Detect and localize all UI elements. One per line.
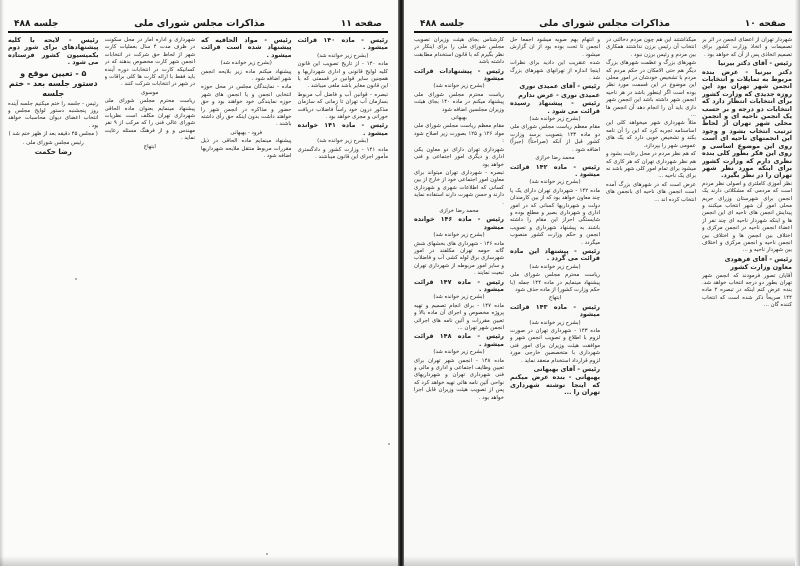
- speaker-line: رئیس - آقای فرهودی: [724, 254, 792, 263]
- paragraph: شهرداری تهران دارای دو معاون یکی اداری و دیگری امور اجتماعی و فنی خواهد بود: [414, 146, 504, 168]
- centered-note: (بشرح زیر خوانده شد): [433, 83, 485, 90]
- speaker-line: رئیس - مواد الحاقیه که پیشنهاد شده است قرائت میشود .: [201, 37, 292, 59]
- paragraph: شهرداری و اداره آمار در محل سکونت در ظرف مدت ۴ سال بعملیات کارت شهر از لحاظ حق شرکت در انتخابات انجمن شهر کارت مخصوص بدهند که در کسانیکه کارت در انتخابات دوره آینده باید فقط با ارائه کارت ها کلی براقات و در شهر در انتخابات شرکت کنند .: [104, 37, 195, 88]
- paragraph: مقام معظم ریاست مجلس شورای ملی مواد ۱۲۶ و ۱۲۵ بصورت زیر اصلاح شود :: [414, 123, 504, 145]
- page-number: صفحه ۱۱: [340, 19, 382, 29]
- centered-note: (بشرح زیر خوانده شد): [529, 319, 581, 326]
- text-column: [414, 37, 504, 549]
- centered-note: (بشرح زیر خوانده شد): [317, 52, 369, 59]
- centered-note: (بشرح زیر خوانده شد): [220, 60, 272, 67]
- text-column: [702, 37, 792, 549]
- text-column: [8, 37, 99, 187]
- speaker-line: معاون وزارت کشور: [730, 263, 792, 272]
- centered-note: فرود - بهبهانی: [230, 129, 263, 136]
- centered-note: (بشرح زیر خوانده شد): [317, 138, 369, 145]
- publication-title: مذاکرات مجلس شورای ملی: [134, 18, 266, 29]
- session-number: جلسه ۴۸۸: [14, 19, 59, 29]
- text-column: [298, 37, 389, 187]
- signature: رضا حکمت: [34, 148, 72, 157]
- paragraph: تبصره - قوانین آب و فاضل آب مربوط بسازمان آب تهران تا زمانی که سازمان مذکور درون خود راساً فاضلاب دریافت خورانی و مجری خواهد بود .: [297, 91, 388, 121]
- speaker-line: رئیس - ماده ۱۴۲ قرائت میشود .: [510, 162, 600, 178]
- paragraph: کارشناس بجای هیئت وزیران تصویب مجلس شورای ملی را برای اینکار در نظر بگیرم که با قانون استخدام مطابقت داشته باشد: [414, 37, 504, 66]
- centered-note: محمد رضا خرازی: [439, 207, 479, 214]
- session-number: جلسه ۴۸۸: [420, 19, 465, 29]
- page-number: صفحه ۱۰: [744, 19, 786, 29]
- paragraph: ماده ۱۴۸ - انجمن شهر تهران برای تعیین وظایف اجتماعی و اداری و مالی و فنی شهرداری تهران و شهرداریهای نواحی آئین نامه هائی تهیه خواهد کرد که پس از تصویب هیئت وزیران قابل اجرا خواهد بود .: [414, 357, 504, 401]
- centered-note: ( مجلس ۴۵ دقیقه بعد از ظهر ختم شد ): [8, 131, 98, 138]
- paragraph: ریاست محترم مجلس شورای ملی پیشنهاد مینمایم بعنوان ماده الحاقی شهرداری تهران مکلف است نظریات شورای عالی فنی را که مرکب از ۹ نفر مهندس و و از فرهنگ مسئله رعایت نماید .: [104, 98, 195, 142]
- paragraph: ماده ۱۴۳ - شهرداری تهران در صورت لزوم با اطلاع و تصویب انجمن شهر و موافقت هیئت وزیران برای امور فنی شهرداری با متخصصین خارجی مورد لزوم قرارداد استخدام منعقد نماید .: [510, 328, 600, 364]
- speaker-line: رئیس - ماده ۱۴۸ قرائت میشود .: [414, 332, 504, 348]
- scan-speck: [75, 278, 77, 280]
- paragraph: ماده ۱۴۶ - شهرداری های بخشهای شش گانه حومه تهران مکلفند در امور شهرسازی برق لوله کشی آب و فاضلاب و سایر امور مربوطه از شهرداری تهران تبعیت نمایند .: [414, 240, 504, 277]
- left-page-columns: [8, 37, 388, 187]
- text-column: [201, 37, 292, 187]
- centered-note: موسوی: [141, 89, 159, 96]
- centered-note: (بشرح زیر خوانده شد): [529, 263, 581, 270]
- speaker-line: دکتر بیرنیا - عرض بنده مربوط به تمایلات و انتخابات انجمن شهر تهران بود این روزه جدیدی که وزارت کشور برای انتخابات انتظار دارد که انتخابات دو درجه و بر حسب یک انجمن ناحیه ای و انجمن محلی شهر تهران از لحاظ ترتیب انتخاب بشود و وجود این انجمنهای ناحیه ای است روی این موضوع اساسی و روی این فکر بطور کلی بنده نظری دارم که وزارت کشور برای اینکه مورد نظر شهر تهران را در نظر بگیرد.: [702, 67, 792, 180]
- paragraph: ماده ۱۴۱ - وزارت کشور و دادگستری مأمور اجرای این قانون میباشند .: [297, 146, 388, 161]
- speaker-line: رئیس - پیشنهادات قرائت میشود: [414, 66, 504, 83]
- speaker-line: رئیس - ماده ۱۴۶ خوانده میشود: [414, 215, 504, 231]
- text-column: [105, 37, 196, 187]
- centered-note: رئیس مجلس شورای ملی .: [22, 139, 84, 146]
- speaker-line: رئیس - ماده ۱۴۳ قرائت میشود: [510, 302, 600, 319]
- speaker-line: بهبهانی - بنده عرض میکنم که اینجا نوشته شهرداری تهران را ...: [510, 373, 600, 397]
- text-column: [510, 37, 600, 549]
- paragraph: پیشنهاد میکنم ماده زیر بلایحه انجمن شهر اضافه شود .: [201, 68, 292, 83]
- paragraph: ماده ۱۴۰ - از تاریخ تصویب این قانون کلیه لوایح قانونی و اداری شهرداریها و همچنین سایر قوانین در قسمتی که با این قانون مغایر باشد ملغی میباشد .: [297, 61, 388, 90]
- paragraph: مثلاً شهرداری شهر میخواهد کلی این اساسنامه تجربه کرد که این را آن نامه بکند و تشخیص خوبی دارد که یک های عمومی شهر را بپردازد.: [606, 120, 696, 149]
- speaker-line: عمیدی نوری - عرض ندارم: [518, 90, 600, 99]
- speaker-line: رئیس - لایحه با کلیه پیشنهادهای برای شور دوم بکمیسیون کشور فرستاده می شود .: [8, 37, 99, 67]
- paragraph: شهردار تهران از اعضای انجمن در اثر بر تصمیمات و اتخاذ وزارت کشور برای تصمیم اتخاذی پس از آن که خواهد بود .: [702, 37, 792, 58]
- paragraph: ریاست محترم مجلس شورای ملی پیشنهاد میکنم در ماده ۱۴۰ بجای هیئت وزیران مجلسین اضافه شود: [414, 91, 504, 113]
- centered-note: (بشرح زیر خوانده شد): [433, 349, 485, 356]
- scan-speck: [266, 553, 268, 555]
- publication-title: مذاکرات مجلس شورای ملی: [539, 18, 671, 29]
- paragraph: شهرهای بزرگ و عظمت شهرهای بزرگ دیگر هم حتی الامکان در حکم مردم که مردم با تشخیص خودشان در امور محلی این موضوع در این قسمت مورد نظر بوده است اگر اینطور باشد در هر ناحیه انجمن شهر داشته باشد این انجمن شهر داری باید آن را انجام دهد آن انجمن ها ...: [606, 60, 696, 119]
- paragraph: عرض است که در شهرهای بزرگ آمده است انجمن های ناحیه ای بانجمن های انتخاب کرده اند ...: [606, 181, 696, 203]
- centered-note: (بشرح زیر خوانده شد): [433, 232, 485, 239]
- section-heading: ۵ - تعیین موقع و دستور جلسه بعد - ختم جلسه: [8, 68, 98, 98]
- paragraph: ماده ۱۴۲ - شهرداری تهران دارای یک یا چند معاون خواهد بود که از بین کارمندان دولت و شهرداریها کسانی که در امور اداری و شهرداری بصیر و مطلع بوده و شایستگی احراز این مقام را داشته باشند به پیشنهاد شهرداری و تصویب انجمن و حکم وزارت کشور منصوب میگردد .: [510, 187, 600, 246]
- centered-note: محمد رضا خرازی: [535, 155, 575, 162]
- centered-note: (بشرح زیر خوانده شد): [433, 294, 485, 301]
- centered-note: ابتهاج: [548, 295, 562, 302]
- paragraph: آقایان تصور فرمودند که انجمن شهر تهران بطور دو درجه انتخاب خواهد شد. بنده عرض کنم اینکه در تبصره ۲ ماده ۱۴۴ صریحاً ذکر شده است که انتخاب کننده گان ...: [702, 272, 792, 309]
- right-page-columns: [414, 37, 792, 549]
- paragraph: میگذاشتند این هم چون مردم دخالتی در انتخاب آن رئیس برزن نداشتند همکاری بین مردم و رئیس برزن نبود .: [606, 37, 696, 58]
- paragraph: رئیس - جلسه را ختم میکنیم جلسه آینده روز پنجشنبه دستور لوایح مجلس و انتخاب اعضای دیوان محاسبات خواهد بود .: [8, 100, 99, 129]
- speaker-line: رئیس - پیشنهاد رسیده قرائت می شود .: [510, 99, 600, 115]
- paragraph: شده عنقریب این دادید برای نظرات اینجا اندازه از تهرانهای شهرهای بزرگ شد .: [510, 60, 600, 82]
- scan-shadow: [404, 556, 800, 566]
- speaker-line: رئیس - ماده ۱۴۷ قرائت میشود .: [414, 277, 504, 293]
- left-page-header: [8, 14, 388, 33]
- speaker-line: رئیس - آقای عمیدی نوری: [519, 82, 600, 91]
- speaker-line: رئیس - پیشنهاد این ماده قرائت می گردد .: [510, 246, 600, 263]
- centered-note: ابتهاج: [143, 143, 156, 150]
- right-page-header: [414, 14, 792, 33]
- scan-shadow: [0, 556, 398, 566]
- paragraph: ماده ۱۴۷ - برای انجام تصمیم و تهیه پروژه مخصوص و اجرای آن ماده بالا و تعیین مقررات و آئین نامه های اجرائی انجمن شهر تهران ...: [414, 302, 504, 332]
- speaker-line: رئیس - ماده ۱۴۱ خوانده میشود .: [297, 121, 388, 137]
- left-page: [0, 0, 398, 566]
- paragraph: تبصره - شهرداری تهران میتواند برای معاون امور اجتماعی خود از خارج از بین کسانی که اطلاعات شهری و شهرداری دارند و حسن شهرت دارند استفاده نماید .: [414, 169, 504, 206]
- speaker-line: رئیس - ماده ۱۴۰ قرائت میشود .: [297, 37, 388, 52]
- right-page: [404, 0, 800, 566]
- centered-note: (بشرح زیر خوانده شد): [529, 179, 581, 186]
- paragraph: پیشنهاد مینمایم ماده الحاقی در ذیل مقررات مربوط منتقل ملایحه شهرداریها اضافه شود .: [201, 138, 292, 160]
- centered-note: بهبهانی: [451, 115, 467, 122]
- paragraph: ماده - نمایندگان مجلس در محل حوزه انتخابی انجمن و یا انجمن های شهر حوزه نمایندگی خود خواهند بود و حق حضور و مذاکره در انجمن شهر را خواهند داشت بدون اینکه حق رأی داشته باشند .: [201, 84, 292, 128]
- centered-note: (بشرح زیر خوانده شد): [529, 116, 581, 123]
- paragraph: مقام معظم ریاست مجلس شورای ملی دو ماده ۱۴۳ بتصویب برسد وزارت کشور قبل از آنکه (صراحتاً) (جبراً) اضافه شود .: [510, 124, 600, 153]
- scan-speck: [388, 443, 390, 445]
- speaker-line: رئیس - آقای بهبهانی: [533, 365, 600, 374]
- paragraph: نظر آموزی کاملتری و اصولی نظر مردم است که مردمی که مشکلاتی دارند یک انجمن برای شهرستان وزرای حریم محلی امور آن شهر انتخاب میکنند و پیدایش انجمن های ناحیه ای این انجمن ها و اینکه شهردار ناحیه ای چند نفر از اعضاء انجمن ناحیه در انجمن مرکزی و اختلاف بین انجمن ها و اختلاف بین انجمن ناحیه و انجمن مرکزی و اختلاف بین شهردار ناحیه و ...: [702, 180, 792, 254]
- speaker-line: رئیس - آقای دکتر بیرنیا: [718, 59, 792, 68]
- paragraph: و انتهام بهم صوبه میشود اجمعا حل انجمن تا تحت بوده بود از ان گزارش میشود .: [510, 37, 600, 58]
- paragraph: ریاست محترم مجلس شورای ملی پیشنهاد مینمایم در ماده ۱۴۴ جمله (با حکم وزارت کشور) از ماده حذف شود: [510, 272, 600, 293]
- paragraph: که هم نظر مردم در محل رعایت بشود و هم نظر شهرداری تهران که هر کاری که میشود برای تمام امور کلی شهر باشد نه برای یک ناحیه ...: [606, 151, 696, 180]
- text-column: [606, 37, 696, 549]
